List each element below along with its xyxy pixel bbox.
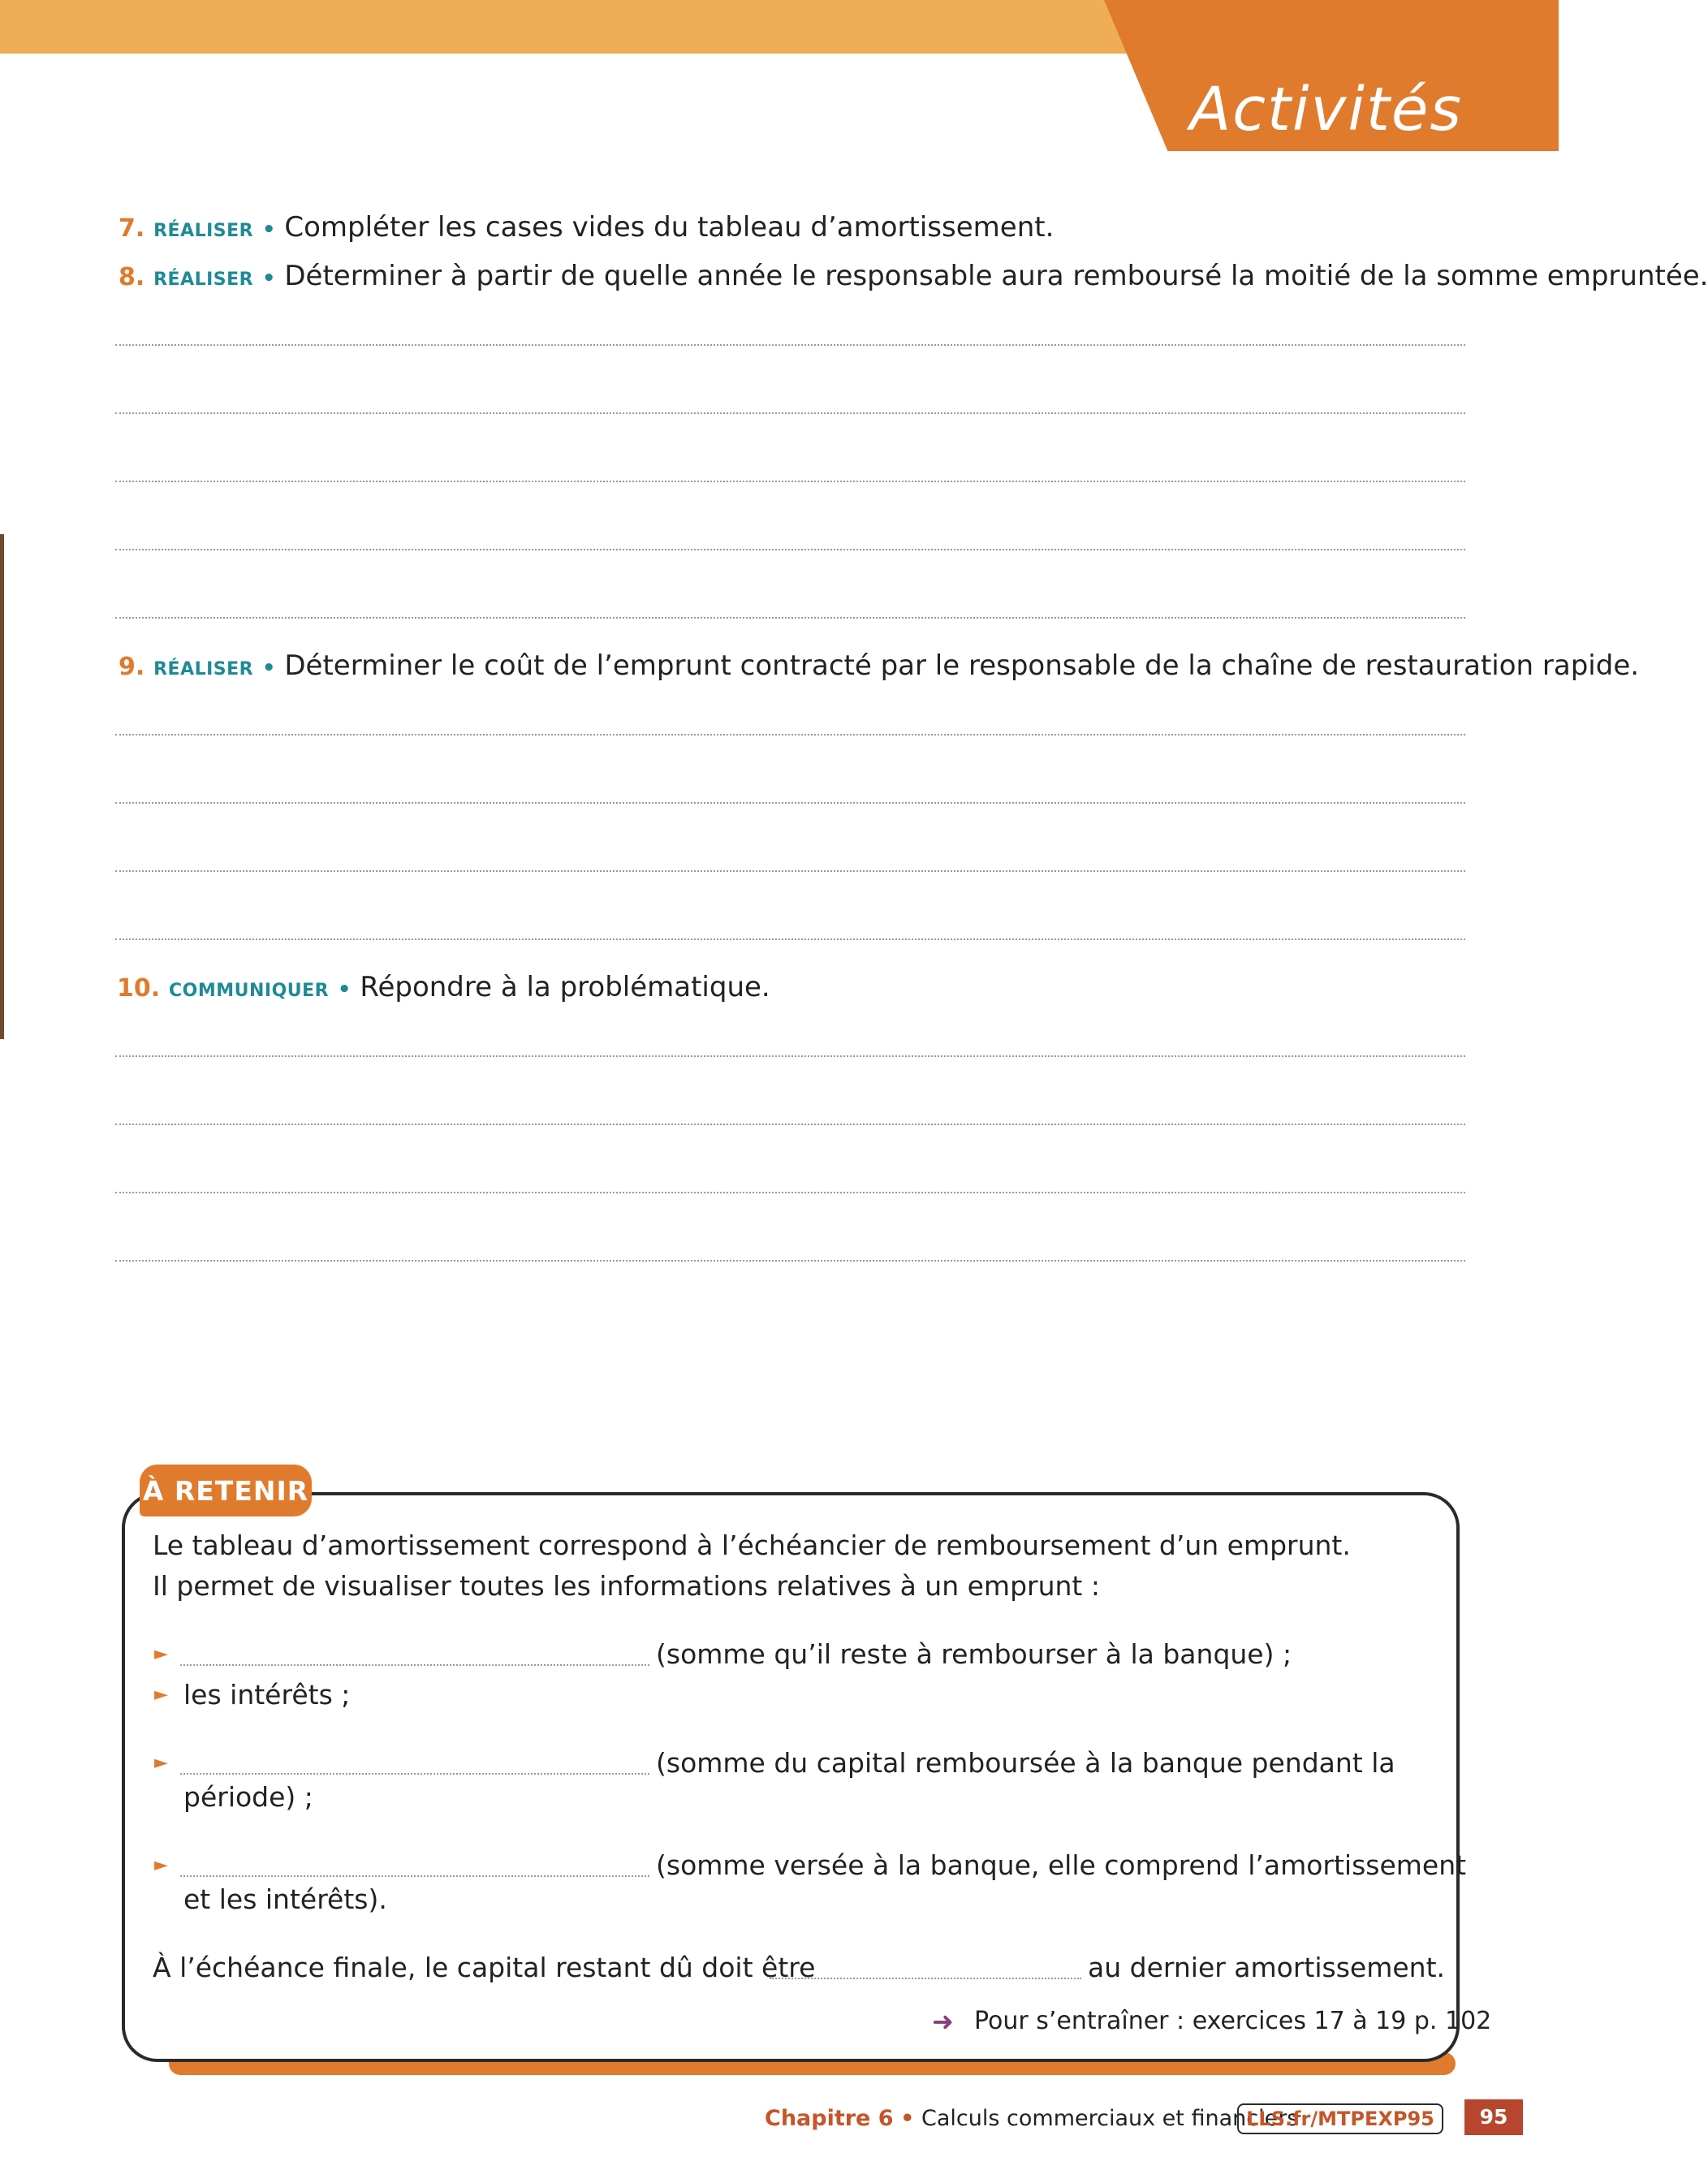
answer-line[interactable]	[115, 938, 1465, 940]
answer-line[interactable]	[115, 617, 1465, 619]
skill-label: RÉALISER	[153, 270, 254, 290]
retenir-item4-text-line1: (somme versée à la banque, elle comprend l’amortissement	[656, 1849, 1467, 1881]
question-text: Déterminer à partir de quelle année le responsable aura remboursé la moitié de la somme empruntée.	[284, 260, 1708, 292]
retenir-final-before: À l’échéance finale, le capital restant dû doit être	[153, 1952, 816, 1983]
answer-line[interactable]	[115, 344, 1465, 346]
answer-line[interactable]	[115, 549, 1465, 550]
question-10	[117, 969, 770, 1009]
retenir-intro-line2: Il permet de visualiser toutes les informations relatives à un emprunt :	[153, 1570, 1100, 1602]
fill-blank-input[interactable]	[180, 1664, 649, 1666]
question-number: 7.	[119, 214, 145, 243]
retenir-intro-line1: Le tableau d’amortissement correspond à l’échéancier de remboursement d’un emprunt.	[153, 1529, 1351, 1561]
answer-line[interactable]	[115, 1260, 1465, 1262]
answer-line[interactable]	[115, 1124, 1465, 1125]
answer-line[interactable]	[115, 870, 1465, 872]
fill-blank-input[interactable]	[770, 1978, 1081, 1979]
web-link[interactable]: LLS.fr/MTPEXP95	[1237, 2103, 1443, 2134]
page-number: 95	[1464, 2099, 1523, 2135]
retenir-tag: À RETENIR	[140, 1465, 312, 1516]
skill-bullet: •	[337, 977, 352, 1002]
retenir-item2-text: les intérêts ;	[183, 1679, 351, 1711]
skill-label: RÉALISER	[153, 221, 254, 241]
chapter-title: Calculs commerciaux et financiers	[921, 2106, 1299, 2131]
triangle-bullet-icon: ►	[154, 1644, 168, 1664]
question-text: Compléter les cases vides du tableau d’amortissement.	[284, 211, 1055, 244]
answer-line[interactable]	[115, 1055, 1465, 1057]
answer-line[interactable]	[115, 1192, 1465, 1193]
margin-bar	[0, 534, 4, 1039]
triangle-bullet-icon: ►	[154, 1855, 168, 1875]
retenir-item3-text-line1: (somme du capital remboursée à la banque pendant la	[656, 1747, 1395, 1779]
practice-reference[interactable]: Pour s’entraîner : exercices 17 à 19 p. 102	[974, 2007, 1492, 2035]
skill-bullet: •	[261, 656, 276, 680]
retenir-item1-text: (somme qu’il reste à rembourser à la banque) ;	[656, 1638, 1292, 1670]
triangle-bullet-icon: ►	[154, 1753, 168, 1773]
question-text: Déterminer le coût de l’emprunt contracté par le responsable de la chaîne de restauration rapide.	[284, 649, 1640, 682]
question-number: 8.	[119, 263, 145, 291]
question-number: 10.	[117, 974, 161, 1003]
arrow-right-icon: ➜	[932, 2006, 954, 2037]
answer-line[interactable]	[115, 412, 1465, 414]
footer-chapter	[765, 2101, 1298, 2137]
question-7	[119, 209, 1054, 249]
retenir-item4-text-line2: et les intérêts).	[183, 1883, 387, 1915]
triangle-bullet-icon: ►	[154, 1685, 168, 1705]
answer-line[interactable]	[115, 802, 1465, 804]
chapter-separator: •	[900, 2106, 915, 2131]
skill-label: RÉALISER	[153, 659, 254, 679]
answer-line[interactable]	[115, 734, 1465, 736]
section-title: Activités	[1189, 75, 1463, 145]
fill-blank-input[interactable]	[180, 1773, 649, 1775]
retenir-item3-text-line2: période) ;	[183, 1781, 313, 1813]
answer-line[interactable]	[115, 481, 1465, 482]
skill-label: COMMUNIQUER	[168, 981, 330, 1001]
question-8	[119, 258, 1708, 298]
chapter-label: Chapitre 6	[765, 2106, 894, 2131]
fill-blank-input[interactable]	[180, 1875, 649, 1877]
question-text: Répondre à la problématique.	[360, 971, 770, 1003]
question-number: 9.	[119, 653, 145, 681]
skill-bullet: •	[261, 218, 276, 242]
retenir-final-after: au dernier amortissement.	[1088, 1952, 1446, 1983]
skill-bullet: •	[261, 266, 276, 291]
header-band	[0, 0, 1169, 54]
question-9	[119, 648, 1639, 688]
